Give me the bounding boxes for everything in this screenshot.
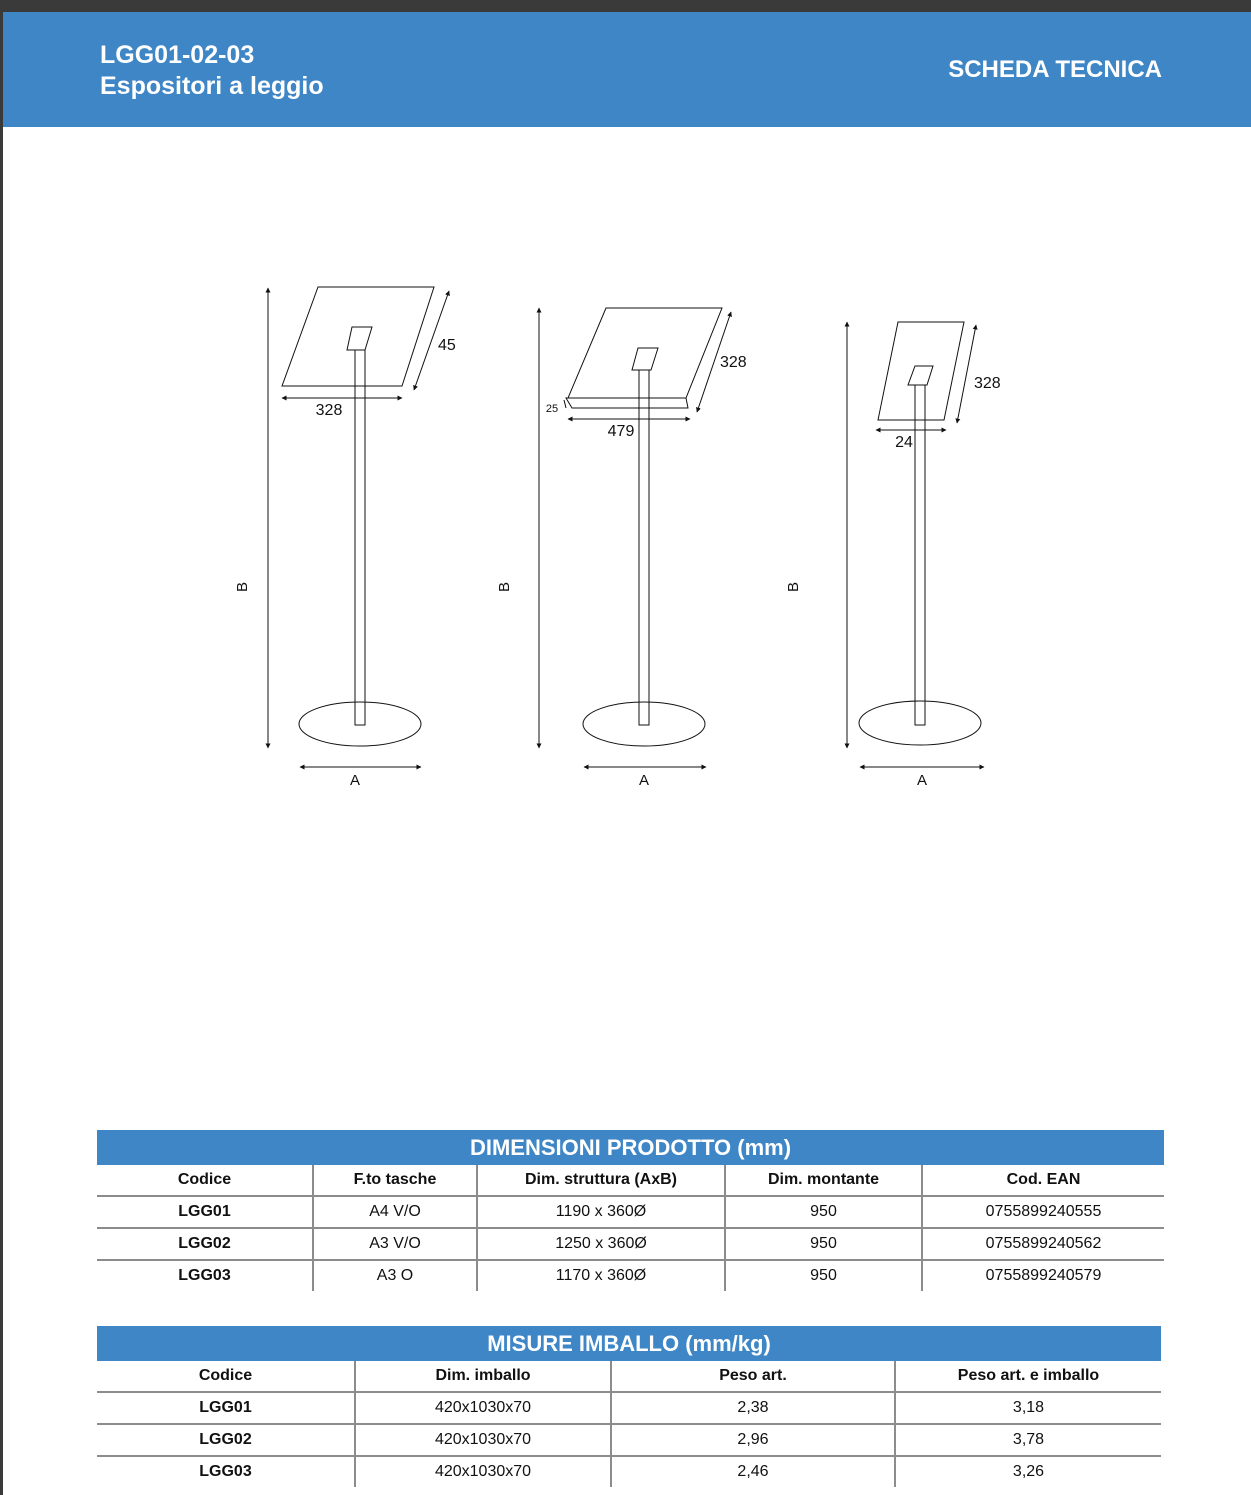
upright-pole	[915, 385, 925, 725]
pocket-format-cell: A4 V/O	[313, 1196, 477, 1228]
drawing-lgg01	[268, 287, 449, 767]
table-row	[97, 1424, 1161, 1456]
lip-dimension-line	[564, 400, 566, 408]
table-row	[97, 1456, 1161, 1487]
pocket-format-cell: A3 O	[313, 1260, 477, 1291]
table-row	[97, 1392, 1161, 1424]
panel-bracket	[347, 327, 372, 350]
base-disc	[859, 701, 981, 745]
gross-weight-cell: 3,18	[895, 1392, 1161, 1424]
table-header-row	[97, 1361, 1161, 1392]
table-title: DIMENSIONI PRODOTTO (mm)	[97, 1130, 1164, 1165]
column-header: Peso art. e imballo	[895, 1361, 1161, 1392]
display-panel	[568, 308, 722, 398]
lip-label: 25	[545, 403, 559, 415]
item-weight-cell: 2,46	[611, 1456, 895, 1487]
gross-weight-cell: 3,26	[895, 1456, 1161, 1487]
table-header-row	[97, 1165, 1164, 1196]
table-title: MISURE IMBALLO (mm/kg)	[97, 1326, 1161, 1361]
product-code-cell: LGG03	[178, 1267, 231, 1284]
width-label: 24	[895, 434, 913, 451]
upright-pole	[639, 370, 649, 725]
panel-bracket	[632, 348, 658, 370]
base-disc	[583, 702, 705, 746]
packaging-table	[97, 1326, 1161, 1487]
package-size-cell: 420x1030x70	[355, 1456, 611, 1487]
upright-size-cell: 950	[725, 1260, 922, 1291]
document-type-label: SCHEDA TECNICA	[948, 56, 1162, 83]
column-header: Peso art.	[611, 1361, 895, 1392]
base-label: A	[638, 772, 650, 789]
column-header: Cod. EAN	[922, 1165, 1164, 1196]
column-header: Dim. imballo	[355, 1361, 611, 1392]
panel-bracket	[908, 366, 933, 385]
item-weight-cell: 2,38	[611, 1392, 895, 1424]
package-size-cell: 420x1030x70	[355, 1392, 611, 1424]
product-code-cell: LGG03	[199, 1463, 252, 1480]
ean-code-cell: 0755899240555	[922, 1196, 1164, 1228]
product-code-cell: LGG02	[97, 1424, 355, 1456]
ean-code-cell: 0755899240562	[922, 1228, 1164, 1260]
column-header: Codice	[97, 1361, 355, 1392]
height-label: B	[785, 581, 802, 593]
table-row	[97, 1196, 1164, 1228]
product-code-title: LGG01-02-03	[100, 41, 255, 69]
product-code-cell: LGG02	[97, 1228, 313, 1260]
drawing-lgg02	[539, 308, 731, 767]
depth-label: 328	[974, 375, 1001, 392]
column-header: Dim. montante	[725, 1165, 922, 1196]
height-label: B	[496, 581, 513, 593]
table-row	[97, 1260, 1164, 1291]
product-code-cell: LGG01	[97, 1196, 313, 1228]
upright-size-cell: 950	[725, 1196, 922, 1228]
base-label: A	[916, 772, 928, 789]
width-label: 328	[315, 402, 343, 419]
column-header: Dim. struttura (AxB)	[477, 1165, 725, 1196]
display-panel	[282, 287, 434, 386]
gross-weight-cell: 3,78	[895, 1424, 1161, 1456]
upright-pole	[355, 350, 365, 725]
upright-size-cell: 950	[725, 1228, 922, 1260]
package-size-cell: 420x1030x70	[355, 1424, 611, 1456]
panel-lip	[566, 398, 688, 408]
product-dimensions-table	[97, 1130, 1164, 1291]
display-panel	[878, 322, 964, 420]
column-header: F.to tasche	[313, 1165, 477, 1196]
ean-code-cell: 0755899240579	[922, 1260, 1164, 1291]
depth-dimension-line	[957, 325, 976, 423]
base-disc	[299, 702, 421, 746]
product-subtitle: Espositori a leggio	[100, 72, 324, 100]
depth-label: 328	[720, 354, 747, 371]
structure-size-cell: 1250 x 360Ø	[477, 1228, 725, 1260]
structure-size-cell: 1170 x 360Ø	[477, 1260, 725, 1291]
width-label: 479	[607, 423, 635, 440]
base-label: A	[349, 772, 361, 789]
drawing-lgg03	[847, 322, 984, 767]
height-label: B	[234, 581, 251, 593]
product-code-cell: LGG01	[97, 1392, 355, 1424]
pocket-format-cell: A3 V/O	[313, 1228, 477, 1260]
depth-label: 45	[438, 337, 456, 354]
item-weight-cell: 2,96	[611, 1424, 895, 1456]
structure-size-cell: 1190 x 360Ø	[477, 1196, 725, 1228]
table-row	[97, 1228, 1164, 1260]
column-header: Codice	[97, 1165, 313, 1196]
